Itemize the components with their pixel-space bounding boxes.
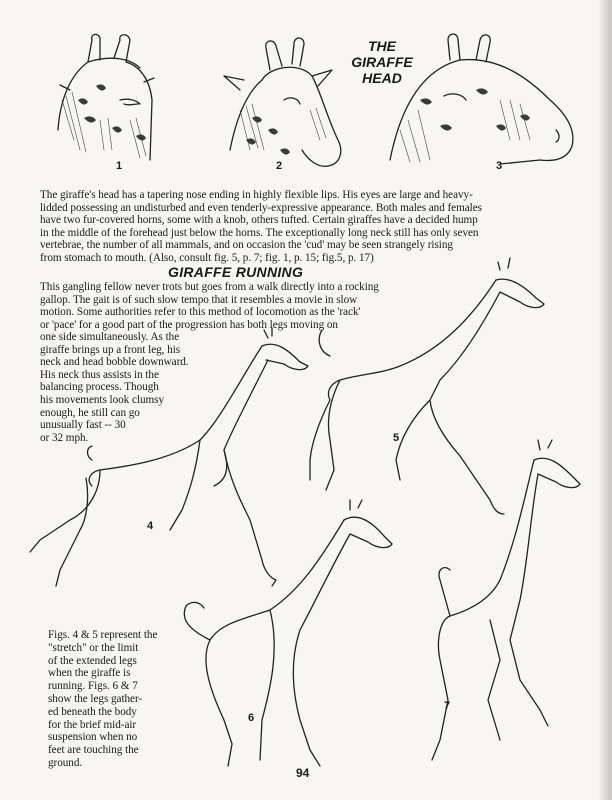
text-line: enough, he still can go: [40, 406, 140, 419]
figure-label-4: 4: [147, 520, 154, 532]
figures-caption: [48, 629, 188, 770]
head-description-paragraph: [40, 189, 590, 265]
text-line: ed beneath the body: [48, 705, 137, 718]
text-line: running. Figs. 6 & 7: [48, 680, 138, 693]
text-line: This gangling fellow never trots but goes from a walk directly into a rocking: [40, 281, 379, 293]
text-line: motion. Some authorities refer to this method of locomotion as the 'rack': [40, 306, 361, 319]
text-line: "stretch" or the limit: [48, 641, 139, 654]
text-line: his movements look clumsy: [40, 393, 164, 406]
text-line: or 32 mph.: [40, 431, 89, 444]
running-paragraph-narrow: [40, 331, 270, 444]
text-line: lidded possessing an undisturbed and even tenderly-expressive appearance. Both males and females: [40, 201, 482, 214]
text-line: have two fur-covered horns, some with a knob, others tufted. Certain giraffes have a decided hump: [40, 214, 478, 227]
text-line: of the extended legs: [48, 654, 137, 667]
text-line: Figs. 4 & 5 represent the: [48, 629, 158, 641]
heading-line-3: HEAD: [362, 70, 402, 86]
page-number: 94: [296, 766, 310, 780]
text-line: balancing process. Though: [40, 381, 159, 394]
giraffe-running-drawing-7: [432, 440, 580, 760]
text-line: feet are touching the: [48, 744, 139, 757]
text-line: or 'pace' for a good part of the progression has both legs moving on: [40, 318, 338, 331]
text-line: The giraffe's head has a tapering nose ending in highly flexible lips. His eyes are large and heavy-: [40, 189, 473, 201]
figure-label-2: 2: [276, 160, 283, 172]
text-line: neck and head bobble downward.: [40, 356, 189, 369]
giraffe-head-drawing-3: [390, 34, 573, 164]
text-line: for the brief mid-air: [48, 718, 137, 731]
text-line: ground.: [48, 756, 83, 769]
heading-line-1: THE: [368, 38, 396, 54]
text-line: unusually fast -- 30: [40, 419, 126, 432]
text-line: vertebrae, the number of all mammals, and on occasion the 'cud' may be seen strangely rising: [40, 239, 453, 252]
figure-label-1: 1: [116, 160, 123, 172]
running-paragraph-wide: [40, 281, 480, 331]
giraffe-running-drawing-6: [184, 500, 392, 766]
text-line: one side simultaneously. As the: [40, 331, 180, 343]
text-line: giraffe brings up a front leg, his: [40, 343, 181, 356]
text-line: His neck thus assists in the: [40, 368, 159, 381]
text-line: show the legs gather-: [48, 692, 143, 705]
giraffe-head-drawing-1: [58, 34, 154, 160]
text-line: from stomach to mouth. (Also, consult fig. 5, p. 7; fig. 1, p. 15; fig.5, p. 17): [40, 251, 374, 264]
figure-label-6: 6: [248, 712, 255, 724]
figure-label-5: 5: [393, 432, 400, 444]
text-line: when the giraffe is: [48, 667, 131, 680]
heading-line-2: GIRAFFE: [351, 54, 413, 70]
text-line: suspension when no: [48, 731, 138, 744]
figure-label-7: 7: [444, 700, 451, 712]
section-title-giraffe-running: GIRAFFE RUNNING: [168, 264, 304, 280]
text-line: in the middle of the forehead just below the horns. The exceptionally long neck still has only seven: [40, 226, 479, 239]
figure-label-3: 3: [496, 160, 503, 172]
text-line: gallop. The gait is of such slow tempo that it resembles a movie in slow: [40, 293, 358, 306]
giraffe-head-drawing-2: [224, 38, 341, 166]
